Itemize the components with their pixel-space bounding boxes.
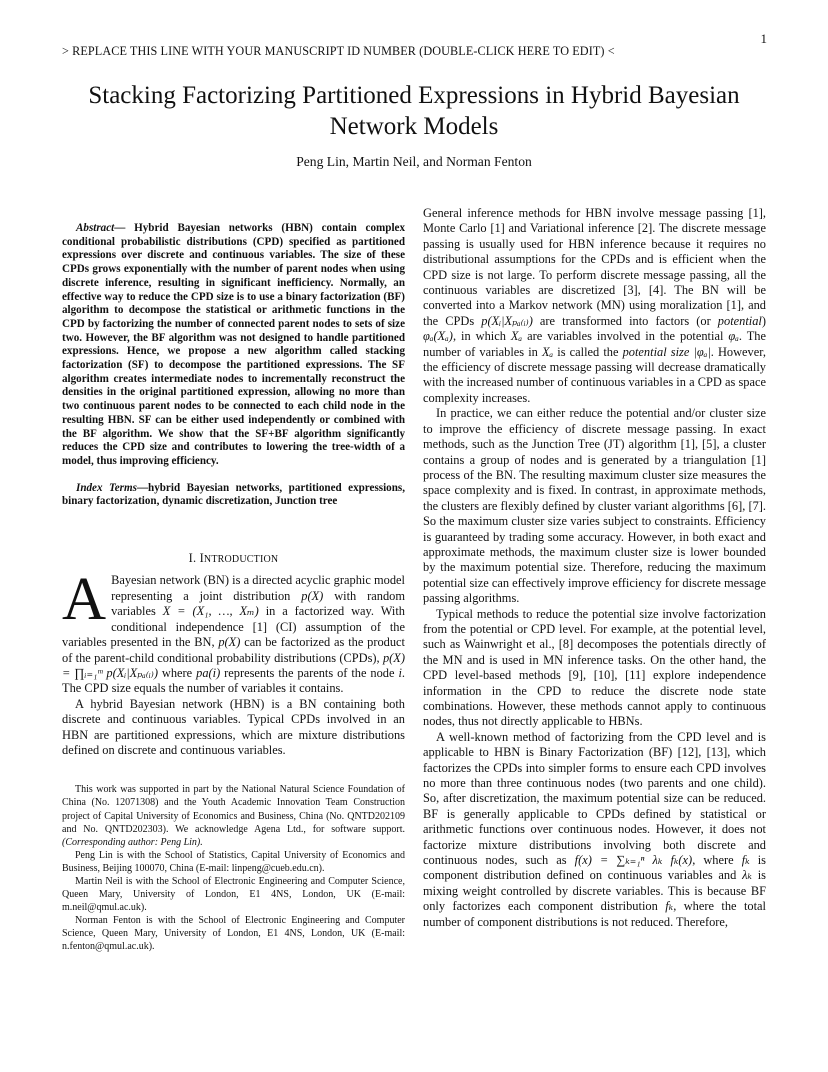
abstract-label: Abstract [76, 222, 115, 234]
corresponding-author: (Corresponding author: Peng Lin). [62, 836, 203, 848]
body-paragraph-3: Typical methods to reduce the potential size involve factorization from the potential or CPD level. For example, at the potential level, such as Wainwright et al., [8] decomposes the potentials directly of the MN and is used in MN inference tasks. On the other hand, the CPD level-based methods [9], [10], [11] explore independence information in the CPD to reduce the discrete node state combinations. However, these methods cannot apply to continuous nodes, thus not directly applicable to HBNs. [423, 606, 766, 729]
left-column [62, 222, 405, 954]
drop-cap: A [62, 566, 107, 634]
abstract-text: — Hybrid Bayesian networks (HBN) contain complex conditional probabilistic distributions (CPD) specified as partitioned expressions over discrete and continuous variables. The size of these CPDs grows exponentially with the number of parent nodes when using discrete inference, resulting in significant inefficiency. Normally, an effective way to reduce the CPD size is to use a binary factorization (BF) algorithm to decompose the statistical or arithmetic functions in the CPD by factorizing the number of connected parent nodes to sets of size two. However, the BF algorithm was not designed to handle partitioned expressions. Hence, we propose a new algorithm called stacking factorization (SF) to decompose the partitioned expressions. The SF algorithm creates intermediate nodes to incrementally reconstruct the densities in the original partitioned expression, allowing no more than two continuous parent nodes to be connected to each child node in the resulting HBN. SF can be either used independently or combined with the BF algorithm. We show that the SF+BF algorithm significantly reduces the CPD size and contributes to lowering the tree-width of a model, thus improving efficiency. [62, 222, 405, 467]
abstract [62, 222, 405, 469]
manuscript-id-header: > REPLACE THIS LINE WITH YOUR MANUSCRIPT ID NUMBER (DOUBLE-CLICK HERE TO EDIT) < [62, 44, 615, 58]
index-terms-text: —hybrid Bayesian networks, partitioned expressions, binary factorization, dynamic discretization, Junction tree [62, 481, 405, 508]
intro-paragraph-2: A hybrid Bayesian network (HBN) is a BN containing both discrete and continuous variables. Typical CPDs involved in an HBN are partitioned expressions, which are mixture distributions defined on discrete and continuous variables. [62, 696, 405, 757]
footnote-funding: This work was supported in part by the National Natural Science Foundation of China (No. 12071308) and the Youth Academic Innovation Team Construction project of Capital University of Economics and Business, China (No. QNTD202109 and No. QNTD202303). We acknowledge Agena Ltd., for software support. (Corresponding author: Peng Lin). [62, 784, 405, 848]
footnote-author-2: Martin Neil is with the School of Electronic Engineering and Computer Science, Queen Mary, University of London, E1 4NS, London, UK (E-mail: m.neil@qmul.ac.uk). [62, 876, 405, 914]
index-terms-label: Index Terms [76, 481, 137, 494]
body-paragraph-2: In practice, we can either reduce the potential and/or cluster size to improve the efficiency of discrete message passing. In exact methods, such as the Junction Tree (JT) algorithm [1], [5], a cluster contains a group of nodes and is generated by a triangulation [1] process of the BN. The resulting maximum cluster size measures the space complexity and is fixed. In contrast, in approximate methods, the clusters are flexibly defined by cluster variant algorithms [6], [7]. So the maximum cluster size varies subject to constraints. Efficiency is guaranteed by trading some accuracy. However, in both exact and approximate methods, the maximum cluster size is lower bounded by the maximum potential size. Therefore, reducing the maximum potential size can effectively improve efficiency for discrete message passing algorithms. [423, 406, 766, 606]
section-heading-introduction: I. INTRODUCTION [188, 551, 279, 566]
right-column [423, 206, 766, 930]
body-paragraph-1: General inference methods for HBN involve message passing [1], Monte Carlo [1] and Variational inference [2]. The discrete message passing is usually used for HBN inference because it requires no distributional assumptions for the CPDs and is efficient when the CPD size is not large. To perform discrete message passing, all the continuous variables are discretized [3], [4]. The BN will be converted into a Markov network (MN) using moralization [1], and the CPDs p(Xᵢ|Xₚₐ₍ᵢ₎) are transformed into factors (or potential) φₐ(Xₐ), in which Xₐ are variables involved in the potential φₐ. The number of variables in Xₐ is called the potential size |φₐ|. However, the efficiency of discrete message passing will decrease dramatically with the increased number of continuous variables in a CPD as space complexity increases. [423, 206, 766, 405]
footnote-author-1: Peng Lin is with the School of Statistics, Capital University of Economics and Business, Beijing 100070, China (E-mail: linpeng@cueb.edu.cn). [62, 849, 405, 874]
authors: Peng Lin, Martin Neil, and Norman Fenton [296, 154, 532, 169]
body-paragraph-4: A well-known method of factorizing from the CPD level and is applicable to HBN is Binary Factorization (BF) [12], [13], which factorizes the CPDs into simpler forms to ensure each CPD involves no more than three continuous nodes (two parents and one child). So, after discretization, the maximum potential size can be reduced. BF is generally applicable to CPDs defined by statistical or arithmetic functions over continuous nodes. However, it does not factorize mixture distributions involving both discrete and continuous nodes, such as f(x) = ∑ₖ₌₁ⁿ λₖ fₖ(x), where fₖ is component distribution defined on continuous variables and λₖ is mixing weight controlled by discrete variables. This is because BF only factorizes each component distribution fₖ, where the total number of component distributions is not reduced. Therefore, [423, 729, 766, 929]
footnotes [62, 783, 405, 953]
page-number: 1 [760, 31, 767, 46]
paper-title: Stacking Factorizing Partitioned Expressions in Hybrid Bayesian Network Models [88, 82, 740, 140]
index-terms [62, 482, 405, 509]
intro-paragraph-1: A Bayesian network (BN) is a directed acyclic graphic model representing a joint distribution p(X) with random variables X = (X₁, …, Xₘ) in a factorized way. With conditional independence [1] (CI) assumption of the variables presented in the BN, p(X) can be factorized as the product of the parent-child conditional probability distributions (CPDs), p(X) = ∏ᵢ₌₁ᵐ p(Xᵢ|Xₚₐ₍ᵢ₎) where pa(i) represents the parents of the node i. The CPD size equals the number of variables it contains. [62, 566, 406, 696]
footnote-author-3: Norman Fenton is with the School of Electronic Engineering and Computer Science, Queen Mary, University of London, E1 4NS, London, UK (E-mail: n.fenton@qmul.ac.uk). [62, 915, 405, 953]
